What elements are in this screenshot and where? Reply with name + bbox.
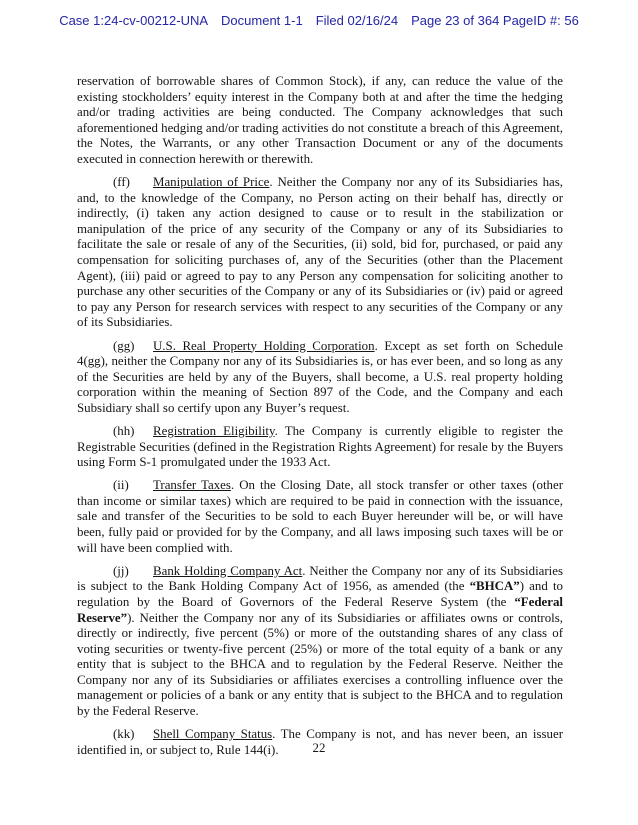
- case-header: [0, 13, 638, 28]
- paragraph-heading: Manipulation of Price: [153, 175, 270, 190]
- paragraph-text: . Neither the Company nor any of its Subsidiaries is subject to the Bank Holding Company Act of 1956, as amended (the: [77, 563, 563, 594]
- paragraph-label: (gg): [113, 338, 135, 353]
- paragraph-label: (jj): [113, 563, 129, 578]
- paragraph-text: ) and to regulation by the Board of Governors of the Federal Reserve System (the: [77, 579, 563, 609]
- paragraph-text: ). Neither the Company nor any of its Subsidiaries or affiliates owns or controls, directly or indirectly, five percent (5%) or more of the outstanding shares of any class of voting securities or twenty-five percent (25%) or more of the total equity of a bank or any entity that is subject to the BHCA and to regulation by the Federal Reserve. Neither the Company nor any of its Subsidiaries or affiliates exercises a controlling influence over the management or policies of a bank or any entity that is subject to the BHCA and to regulation by the Federal Reserve.: [77, 610, 563, 719]
- paragraph-label: (ii): [113, 478, 129, 493]
- paragraph-label: (kk): [113, 727, 135, 742]
- paragraph-text: reservation of borrowable shares of Common Stock), if any, can reduce the value of the existing stockholders’ equity interest in the Company both at and after the time the hedging and/or trading activities are being conducted. The Company acknowledges that such aforementioned hedging and/or trading activities do not constitute a breach of this Agreement, the Notes, the Warrants, or any other Transaction Document or any of the documents executed in connection herewith or therewith.: [77, 74, 563, 166]
- paragraph-ff: [77, 175, 563, 331]
- paragraph-ii: [77, 478, 563, 556]
- paragraph-text: . On the Closing Date, all stock transfer or other taxes (other than income or similar taxes) which are required to be paid in connection with the issuance, sale and transfer of the Securities to be sold to each Buyer hereunder will be, or will have been, fully paid or provided for by the Company, and all laws imposing such taxes will be or will have been complied with.: [77, 478, 563, 555]
- paragraph-heading: Registration Eligibility: [153, 423, 275, 438]
- header-filed-date: Filed 02/16/24: [315, 13, 399, 28]
- paragraph-jj: [77, 564, 563, 720]
- paragraph-hh: [77, 424, 563, 471]
- defined-term: “Federal Reserve”: [77, 594, 563, 625]
- defined-term: “BHCA”: [469, 579, 520, 594]
- paragraph-heading: Transfer Taxes: [153, 478, 231, 493]
- paragraph-heading: Bank Holding Company Act: [153, 563, 303, 578]
- paragraph-text: . Neither the Company nor any of its Subsidiaries has, and, to the knowledge of the Company, no Person acting on their behalf has, directly or indirectly, (i) taken any action designed to cause or to result in the stabilization or manipulation of the price of any security of the Company or any of its Subsidiaries to facilitate the sale or resale of any of the Securities, (ii) sold, bid for, purchased, or paid any compensation for soliciting purchases of, any of the Securities (other than the Placement Agent), (iii) paid or agreed to pay to any Person any compensation for soliciting another to purchase any other securities of the Company or any of its Subsidiaries or (iv) paid or agreed to pay any Person for research services with respect to any securities of the Company or any of its Subsidiaries.: [77, 175, 563, 330]
- paragraph-continuation: [77, 74, 563, 168]
- paragraph-label: (hh): [113, 423, 135, 438]
- paragraph-heading: Shell Company Status: [153, 727, 273, 742]
- paragraph-text: . The Company is not, and has never been, an issuer identified in, or subject to, Rule 144(i).: [77, 727, 563, 757]
- paragraph-text: . The Company is currently eligible to register the Registrable Securities (defined in the Registration Rights Agreement) for resale by the Buyers using Form S-1 promulgated under the 1933 Act.: [77, 423, 563, 470]
- paragraph-label: (ff): [113, 175, 130, 190]
- page-number: 22: [312, 741, 326, 755]
- document-body: [77, 74, 563, 766]
- header-page-info: Page 23 of 364 PageID #: 56: [411, 13, 579, 28]
- paragraph-text: . Except as set forth on Schedule 4(gg), neither the Company nor any of its Subsidiaries is, or has ever been, and so long as any of the Securities are held by any of the Buyers, shall become, a U.S. real property holding corporation within the meaning of Section 897 of the Code, and the Company and each Subsidiary shall so certify upon any Buyer’s request.: [77, 338, 563, 415]
- paragraph-gg: [77, 339, 563, 417]
- paragraph-heading: U.S. Real Property Holding Corporation: [153, 338, 375, 353]
- header-case-number: Case 1:24-cv-00212-UNA: [59, 13, 209, 28]
- header-document-number: Document 1-1: [221, 13, 303, 28]
